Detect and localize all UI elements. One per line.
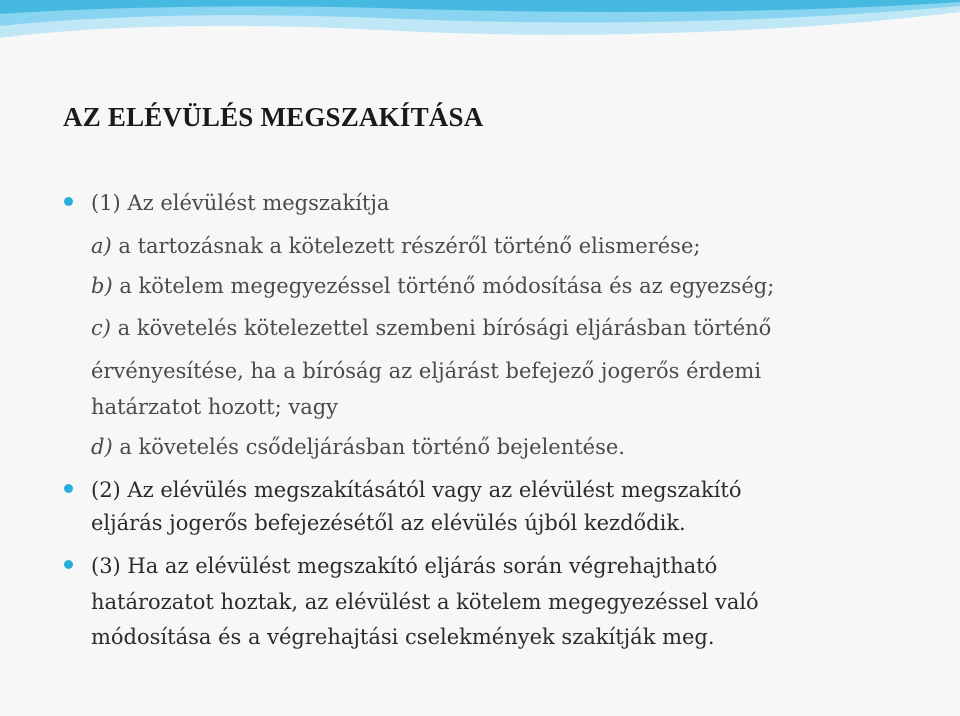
item-1-line-a-text: a tartozásnak a kötelezett részéről történő elismerése; [111, 234, 701, 258]
slide-title: AZ ELÉVÜLÉS MEGSZAKÍTÁSA [63, 102, 484, 132]
item-1-line-c2-text: érvényesítése, ha a bíróság az eljárást befejező jogerős érdemi [91, 359, 762, 383]
item-1-marker-a: a) [91, 234, 112, 258]
item-1-marker-b: b) [91, 274, 113, 298]
item-2-line-2 [91, 510, 686, 536]
item-1-line-c2 [91, 358, 761, 384]
item-1-line-a [91, 233, 700, 259]
item-1-line-1-text: (1) Az elévülést megszakítja [91, 191, 390, 215]
item-1-line-b-text: a kötelem megegyezéssel történő módosítása és az egyezség; [112, 274, 775, 298]
item-3-line-3 [91, 624, 715, 650]
item-3-line-3-text: módosítása és a végrehajtási cselekmények szakítják meg. [91, 625, 715, 649]
item-3-line-1 [91, 553, 717, 579]
item-1-line-c3 [91, 394, 338, 420]
item-1-line-d [91, 434, 625, 460]
item-3-line-1-text: (3) Ha az elévülést megszakító eljárás során végrehajtható [91, 554, 718, 578]
item-3-line-2-text: határozatot hoztak, az elévülést a kötelem megegyezéssel való [91, 590, 759, 614]
round-bullet-icon [64, 484, 73, 493]
item-1-line-d-text: a követelés csődeljárásban történő bejelentése. [112, 435, 625, 459]
item-1-line-b [91, 273, 774, 299]
item-2-line-1-text: (2) Az elévülés megszakításától vagy az elévülést megszakító [91, 478, 742, 502]
item-1-line-c [91, 315, 771, 341]
item-1-line-c-text: a követelés kötelezettel szembeni bírósági eljárásban történő [110, 316, 772, 340]
item-1-line-c3-text: határzatot hozott; vagy [91, 395, 339, 419]
item-1-line-1 [91, 190, 389, 216]
item-1-marker-d: d) [91, 435, 113, 459]
item-3-line-2 [91, 589, 759, 615]
item-1-marker-c: c) [91, 316, 111, 340]
round-bullet-icon [64, 560, 73, 569]
round-bullet-icon [64, 197, 73, 206]
item-2-line-1 [91, 477, 742, 503]
item-2-line-2-text: eljárás jogerős befejezésétől az elévülés újból kezdődik. [91, 511, 686, 535]
